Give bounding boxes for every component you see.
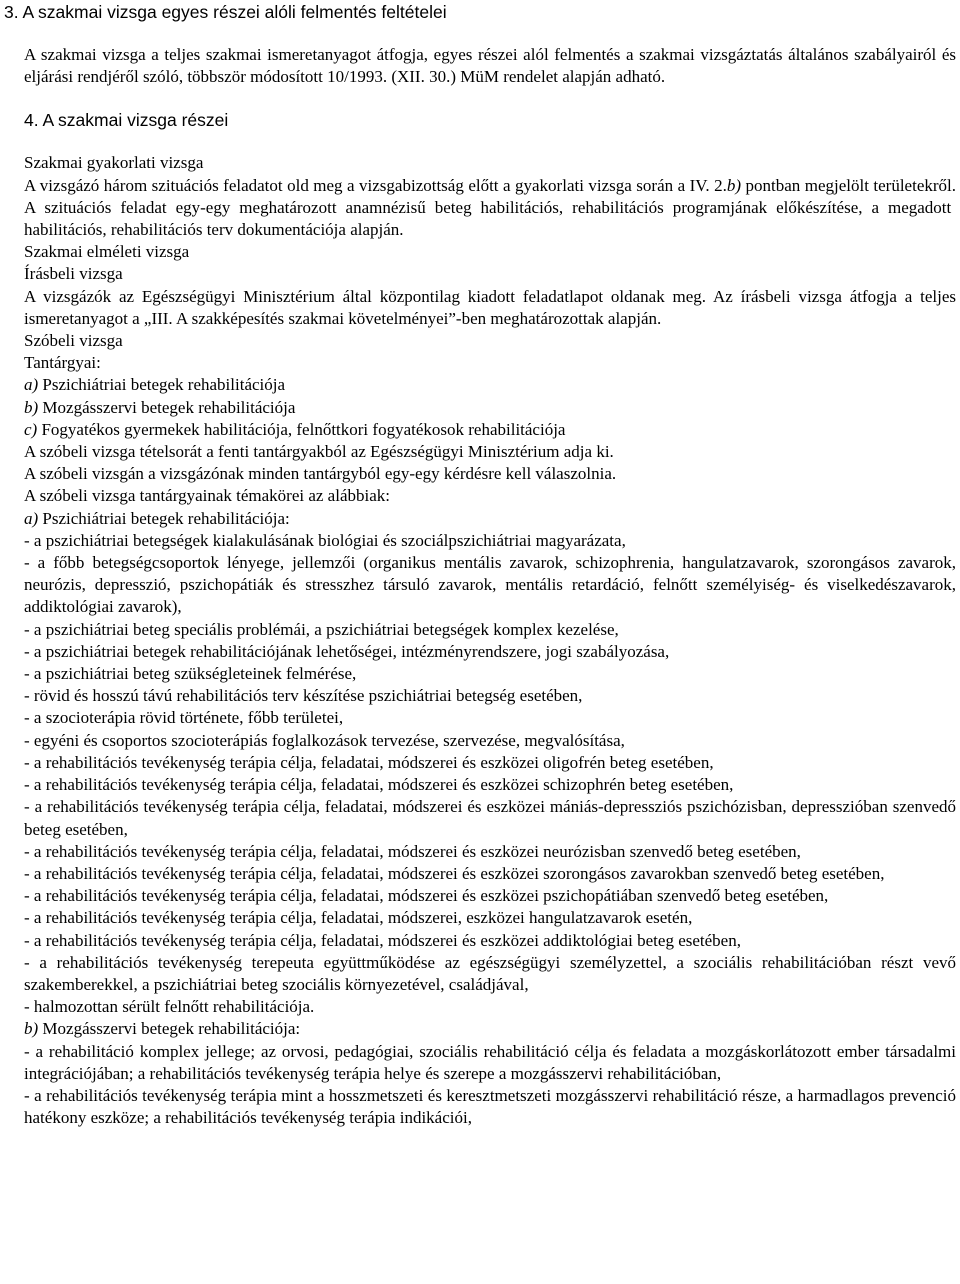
topic-list-item: - a rehabilitációs tevékenység terepeuta együttműködése az egészségügyi személyzettel, a szociális rehabilitációban részt vevő szakemberekkel, a pszichiátriai beteg szociális környezetével, családjával, bbox=[24, 952, 956, 994]
topic-list-item: - a pszichiátriai beteg szükségleteinek felmérése, bbox=[24, 664, 357, 684]
topic-list-item: - a rehabilitációs tevékenység terápia célja, feladatai, módszerei és eszközei neurózisban szenvedő beteg esetében, bbox=[24, 841, 801, 861]
topic-list-item: - a pszichiátriai betegségek kialakulásának biológiai és szociálpszichiátriai magyarázata, bbox=[24, 530, 626, 550]
topic-list-item: - a pszichiátriai beteg speciális problémái, a pszichiátriai betegségek komplex kezelése, bbox=[24, 619, 619, 639]
subjects-label: Tantárgyai: bbox=[24, 353, 101, 373]
topic-list-item: - a rehabilitációs tevékenység terápia célja, feladatai, módszerei és eszközei szorongásos zavarokban szenvedő beteg esetében, bbox=[24, 863, 885, 883]
oral-exam-line: A szóbeli vizsgán a vizsgázónak minden tantárgyból egy-egy kérdésre kell válaszolnia. bbox=[24, 464, 617, 484]
topic-b-list bbox=[4, 1041, 956, 1130]
subject-item: b) Mozgásszervi betegek rehabilitációja bbox=[24, 397, 296, 417]
topic-list-item: - a szocioterápia rövid története, főbb területei, bbox=[24, 708, 344, 728]
topic-list-item: - a rehabilitációs tevékenység terápia célja, feladatai, módszerei és eszközei addiktológiai beteg esetében, bbox=[24, 930, 741, 950]
topic-b-title: b) Mozgásszervi betegek rehabilitációja: bbox=[24, 1019, 301, 1039]
topic-list-item: - rövid és hosszú távú rehabilitációs terv készítése pszichiátriai betegség esetében, bbox=[24, 686, 583, 706]
topic-a-title: a) Pszichiátriai betegek rehabilitációja: bbox=[24, 508, 290, 528]
topic-a-list bbox=[4, 530, 956, 1018]
topic-list-item: - a rehabilitációs tevékenység terápia célja, feladatai, módszerei és eszközei schizophrén beteg esetében, bbox=[24, 775, 734, 795]
topic-list-item: - a főbb betegségcsoportok lényege, jellemzői (organikus mentális zavarok, schizophrenia, hangulatzavarok, szorongásos zavarok, neurózis, depresszió, pszichopátiák és stresszhez társuló zavarok, mentális retardáció, felnőtt személyiség- és viselkedészavarok, addiktológiai zavarok), bbox=[24, 553, 956, 617]
topic-list-item: - a pszichiátriai betegek rehabilitációjának lehetőségei, intézményrendszere, jogi szabályozása, bbox=[24, 641, 670, 661]
topic-list-item: - halmozottan sérült felnőtt rehabilitációja. bbox=[24, 997, 315, 1017]
topic-list-item: - a rehabilitáció komplex jellege; az orvosi, pedagógiai, szociális rehabilitáció célja és feladata a mozgáskorlátozott ember társadalmi integrációjában; a rehabilitációs tevékenység terápia helye és szerepe a mozgásszervi rehabilitációban, bbox=[24, 1041, 956, 1083]
topic-list-item: - a rehabilitációs tevékenység terápia mint a hosszmetszeti és keresztmetszeti mozgásszervi rehabilitáció része, a harmadlagos prevenció hatékony eszköze; a rehabilitációs tevékenység terápia indikációi, bbox=[24, 1085, 956, 1128]
subjects-list bbox=[4, 374, 956, 441]
section-4-heading: 4. A szakmai vizsga részei bbox=[24, 110, 229, 131]
section-3-paragraph: A szakmai vizsga a teljes szakmai ismeretanyagot átfogja, egyes részei alól felmentés a szakmai vizsgáztatás általános szabályairól és eljárási rendjéről szóló, többször módosított 10/1993. (XII. 30.) MüM rendelet alapján adható. bbox=[24, 45, 956, 87]
topic-list-item: - a rehabilitációs tevékenység terápia célja, feladatai, módszerei, eszközei hangulatzavarok esetén, bbox=[24, 908, 693, 928]
practical-exam-title: Szakmai gyakorlati vizsga bbox=[24, 153, 204, 173]
written-exam-paragraph: A vizsgázók az Egészségügyi Minisztérium által központilag kiadott feladatlapot oldanak meg. Az írásbeli vizsga átfogja a teljes ismeretanyagot a „III. A szakképesítés szakmai követelményei”-ben meghatározottak alapján. bbox=[24, 286, 956, 328]
oral-exam-line: A szóbeli vizsga tételsorát a fenti tantárgyakból az Egészségügyi Minisztérium adja ki. bbox=[24, 442, 614, 462]
subject-item: c) Fogyatékos gyermekek habilitációja, felnőttkori fogyatékosok rehabilitációja bbox=[24, 419, 566, 439]
subject-item: a) Pszichiátriai betegek rehabilitációja bbox=[24, 375, 286, 395]
section-3-heading: 3. A szakmai vizsga egyes részei alóli felmentés feltételei bbox=[4, 2, 447, 22]
theory-exam-title: Szakmai elméleti vizsga bbox=[24, 242, 190, 262]
oral-exam-title: Szóbeli vizsga bbox=[24, 331, 123, 351]
topic-list-item: - a rehabilitációs tevékenység terápia célja, feladatai, módszerei és eszközei mániás-depressziós pszichózisban, depresszióban szenvedő beteg esetében, bbox=[24, 797, 956, 839]
practical-exam-paragraph: A vizsgázó három szituációs feladatot old meg a vizsgabizottság előtt a gyakorlati vizsga során a IV. 2.b) pontban megjelölt területekről. A szituációs feladat egy-egy meghatározott anamnézisű beteg habilitációs, rehabilitációs programjának előkészítése, a megadott habilitációs, rehabilitációs terv dokumentációja alapján. bbox=[24, 175, 957, 240]
topic-list-item: - a rehabilitációs tevékenység terápia célja, feladatai, módszerei és eszközei pszichopátiában szenvedő beteg esetében, bbox=[24, 886, 829, 906]
topics-intro: A szóbeli vizsga tantárgyainak témakörei az alábbiak: bbox=[24, 486, 390, 506]
written-exam-title: Írásbeli vizsga bbox=[24, 264, 123, 284]
topic-list-item: - a rehabilitációs tevékenység terápia célja, feladatai, módszerei és eszközei oligofrén beteg esetében, bbox=[24, 752, 714, 772]
topic-list-item: - egyéni és csoportos szocioterápiás foglalkozások tervezése, szervezése, megvalósítása, bbox=[24, 730, 625, 750]
